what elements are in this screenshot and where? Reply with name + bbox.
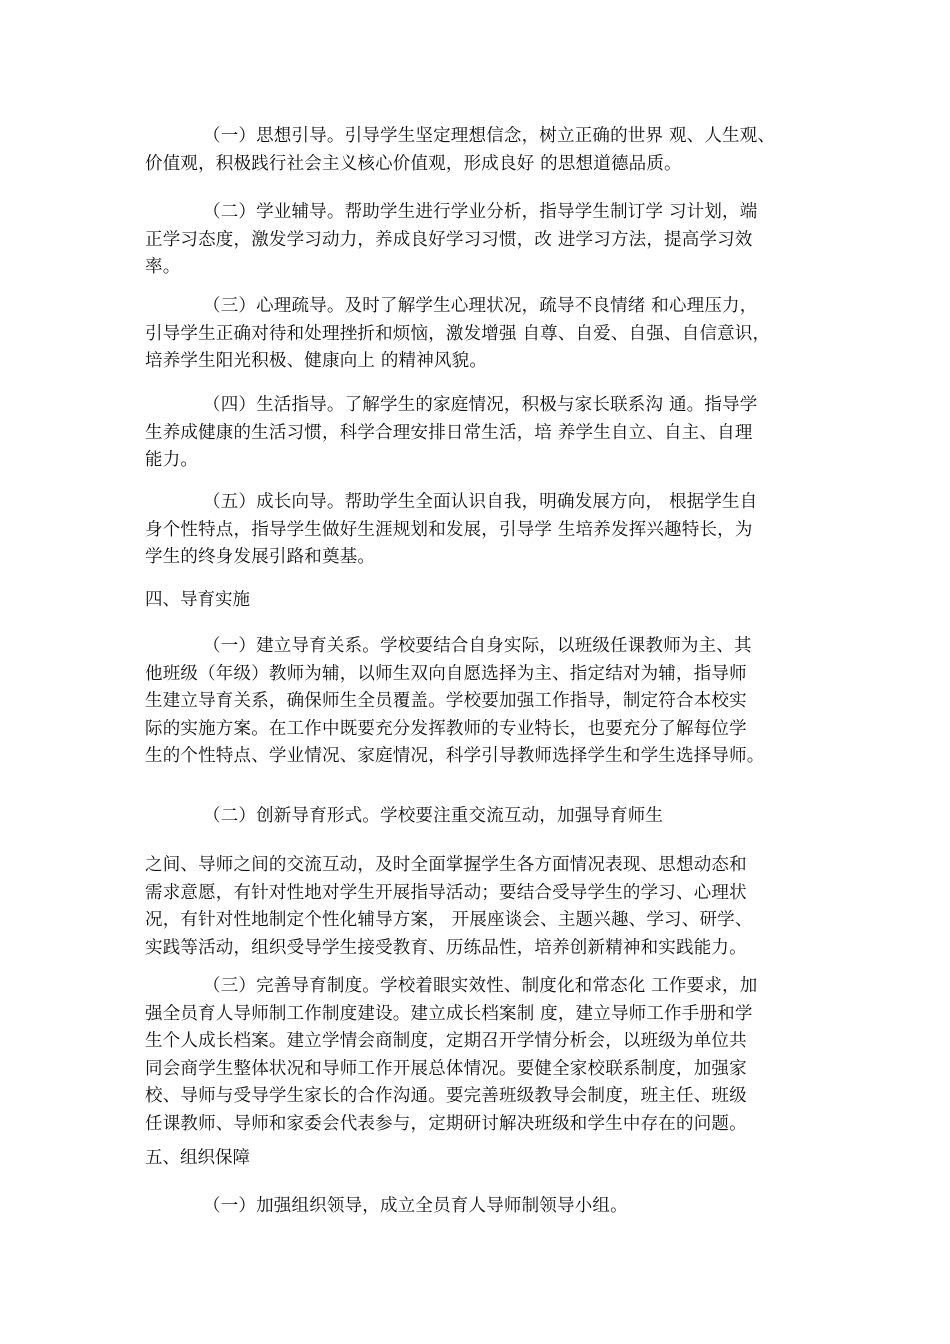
section-heading-implementation: 四、导育实施 bbox=[145, 590, 250, 610]
text-line: （二）创新导育形式。学校要注重交流互动，加强导育师生 bbox=[203, 806, 664, 826]
paragraph-strengthen-leadership bbox=[145, 1193, 817, 1221]
paragraph-academic-tutoring bbox=[145, 199, 817, 282]
text-line: （四）生活指导。了解学生的家庭情况，积极与家长联系沟 通。指导学 bbox=[203, 395, 758, 415]
paragraph-innovate-form-intro bbox=[145, 803, 817, 831]
text-line: 学生的终身发展引路和奠基。 bbox=[145, 547, 376, 567]
text-line: （一）思想引导。引导学生坚定理想信念，树立正确的世界 观、人生观、 bbox=[203, 126, 776, 146]
text-line: 况，有针对性地制定个性化辅导方案， 开展座谈会、主题兴趣、学习、研学、 bbox=[145, 910, 753, 930]
text-line: 生的个性特点、学业情况、家庭情况，科学引导教师选择学生和学生选择导师。 bbox=[145, 746, 765, 766]
text-line: 率。 bbox=[145, 257, 181, 277]
text-line: 之间、导师之间的交流互动，及时全面掌握学生各方面情况表现、思想动态和 bbox=[145, 855, 747, 875]
text-line: 生建立导育关系，确保师生全员覆盖。学校要加强工作指导，制定符合本校实 bbox=[145, 691, 747, 711]
paragraph-life-guidance bbox=[145, 392, 817, 475]
paragraph-improve-system bbox=[145, 973, 817, 1138]
text-line: 生个人成长档案。建立学情会商制度，定期召开学情分析会，以班级为单位共 bbox=[145, 1031, 747, 1051]
paragraph-psychological-counseling bbox=[145, 293, 817, 376]
text-line: 身个性特点，指导学生做好生涯规划和发展，引导学 生培养发挥兴趣特长，为 bbox=[145, 519, 753, 540]
text-line: 培养学生阳光积极、健康向上 的精神风貌。 bbox=[145, 351, 488, 371]
text-line: 价值观，积极践行社会主义核心价值观，形成良好 的思想道德品质。 bbox=[145, 153, 682, 174]
text-line: 同会商学生整体状况和导师工作开展总体情况。要健全家校联系制度，加强家 bbox=[145, 1058, 747, 1079]
text-line: （五）成长向导。帮助学生全面认识自我，明确发展方向， 根据学生自 bbox=[203, 492, 758, 512]
text-line: （三）完善导育制度。学校着眼实效性、制度化和常态化 工作要求，加 bbox=[203, 976, 758, 996]
text-line: （三）心理疏导。及时了解学生心理状况，疏导不良情绪 和心理压力， bbox=[203, 296, 758, 316]
text-line: 能力。 bbox=[145, 450, 199, 470]
text-line: （一）建立导育关系。学校要结合自身实际，以班级任课教师为主、其 bbox=[203, 636, 752, 656]
text-line: （二）学业辅导。帮助学生进行学业分析，指导学生制订学 习计划，端 bbox=[203, 202, 758, 222]
text-line: （一）加强组织领导，成立全员育人导师制领导小组。 bbox=[203, 1196, 628, 1216]
text-line: 强全员育人导师制工作制度建设。建立成长档案制 度，建立导师工作手册和学 bbox=[145, 1003, 753, 1024]
text-line: 他班级（年级）教师为辅，以师生双向自愿选择为主、指定结对为辅，指导师 bbox=[145, 663, 747, 684]
text-line: 正学习态度，激发学习动力，养成良好学习习惯，改 进学习方法，提高学习效 bbox=[145, 229, 753, 250]
paragraph-thought-guidance bbox=[145, 123, 817, 178]
paragraph-establish-relationship bbox=[145, 633, 817, 771]
text-line: 实践等活动，组织受导学生接受教育、历练品性，培养创新精神和实践能力。 bbox=[145, 937, 747, 958]
paragraph-innovate-form-body bbox=[145, 852, 817, 962]
paragraph-growth-guidance bbox=[145, 489, 817, 572]
text-line: 引导学生正确对待和处理挫折和烦恼，激发增强 自尊、自爱、自强、自信意识， bbox=[145, 323, 771, 344]
text-line: 需求意愿，有针对性地对学生开展指导活动；要结合受导学生的学习、心理状 bbox=[145, 882, 747, 903]
text-line: 校、导师与受导学生家长的合作沟通。要完善班级教导会制度，班主任、班级 bbox=[145, 1086, 747, 1106]
section-heading-organization: 五、组织保障 bbox=[145, 1148, 250, 1168]
text-line: 生养成健康的生活习惯，科学合理安排日常生活，培 养学生自立、自主、自理 bbox=[145, 422, 753, 443]
text-line: 任课教师、导师和家委会代表参与，定期研讨解决班级和学生中存在的问题。 bbox=[145, 1113, 747, 1134]
text-line: 际的实施方案。在工作中既要充分发挥教师的专业特长，也要充分了解每位学 bbox=[145, 718, 747, 739]
